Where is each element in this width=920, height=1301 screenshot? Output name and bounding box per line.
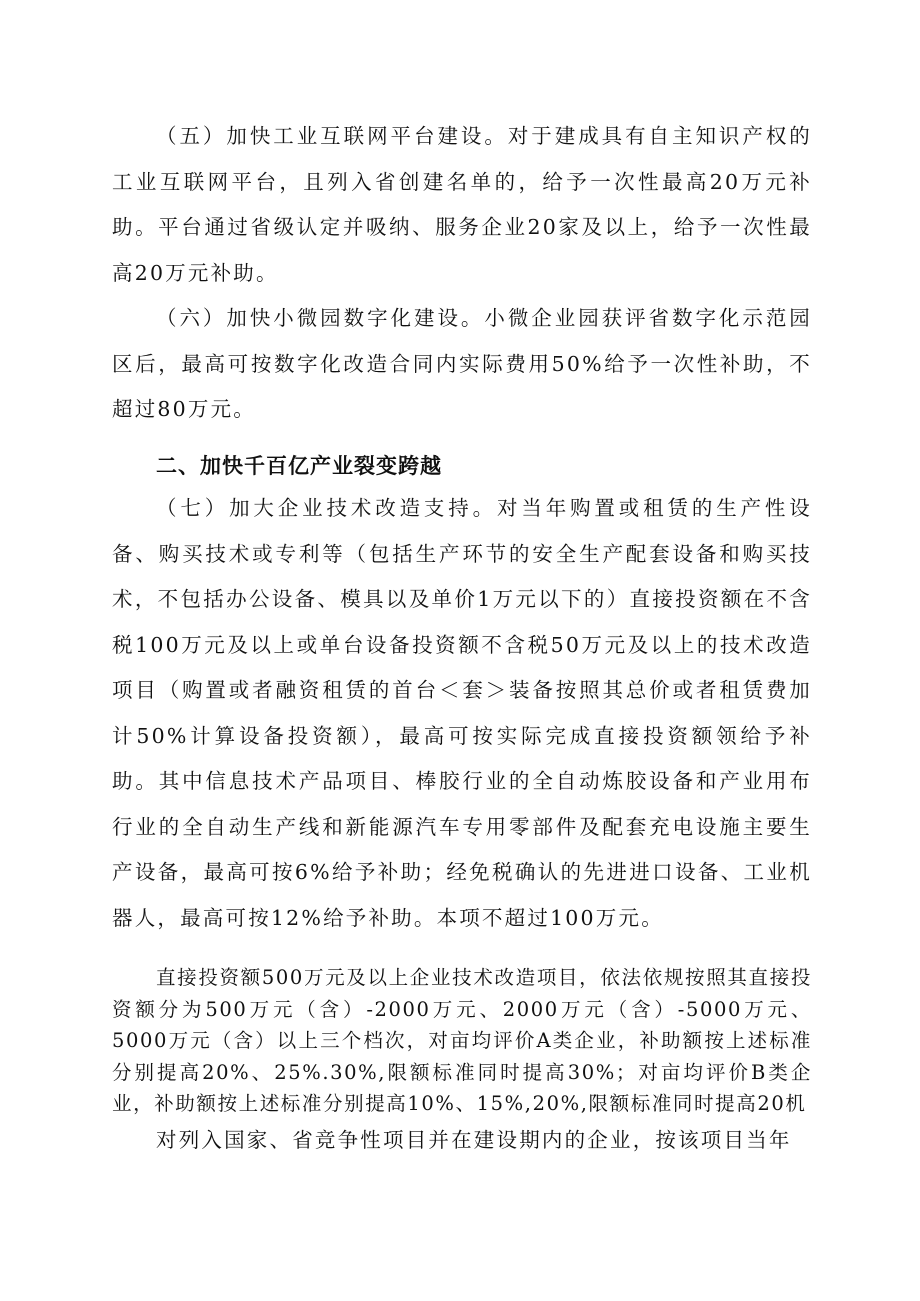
paragraph-small-micro-park-digitalization: （六）加快小微园数字化建设。小微企业园获评省数字化示范园区后，最高可按数字化改造合同内实际费用50%给予一次性补助，不超过80万元。 <box>112 306 812 421</box>
paragraph-technical-transformation-support: （七）加大企业技术改造支持。对当年购置或租赁的生产性设备、购买技术或专利等（包括生产环节的安全生产配套设备和购买技术，不包括办公设备、模具以及单价1万元以下的）直接投资额在不含税100万元及以上或单台设备投资额不含税50万元及以上的技术改造项目（购置或者融资租赁的首台＜套＞装备按照其总价或者租赁费加计50%计算设备投资额），最高可按实际完成直接投资额领给予补助。其中信息技术产品项目、棒胶行业的全自动炼胶设备和产业用布行业的全自动生产线和新能源汽车专用零部件及配套充电设施主要生产设备，最高可按6%给予补助；经免税确认的先进进口设备、工业机器人，最高可按12%给予补助。本项不超过100万元。 <box>112 496 812 930</box>
paragraph-investment-tiers: 直接投资额500万元及以上企业技术改造项目，依法依规按照其直接投资额分为500万元（含）-2000万元、2000万元（含）-5000万元、5000万元（含）以上三个档次，对亩均评价A类企业，补助额按上述标准分别提高20%、25%.30%,限额标准同时提高30%；对亩均评价B类企业，补助额按上述标准分别提高10%、15%,20%,限额标准同时提高20机 <box>112 966 812 1115</box>
paragraph-industrial-internet-platform: （五）加快工业互联网平台建设。对于建成具有自主知识产权的工业互联网平台，且列入省创建名单的，给予一次性最高20万元补助。平台通过省级认定并吸纳、服务企业20家及以上，给予一次性最高20万元补助。 <box>112 124 812 285</box>
paragraph-competitive-projects: 对列入国家、省竞争性项目并在建设期内的企业，按该项目当年 <box>156 1128 792 1152</box>
section-heading-industry-leap: 二、加快千百亿产业裂变跨越 <box>156 454 442 478</box>
